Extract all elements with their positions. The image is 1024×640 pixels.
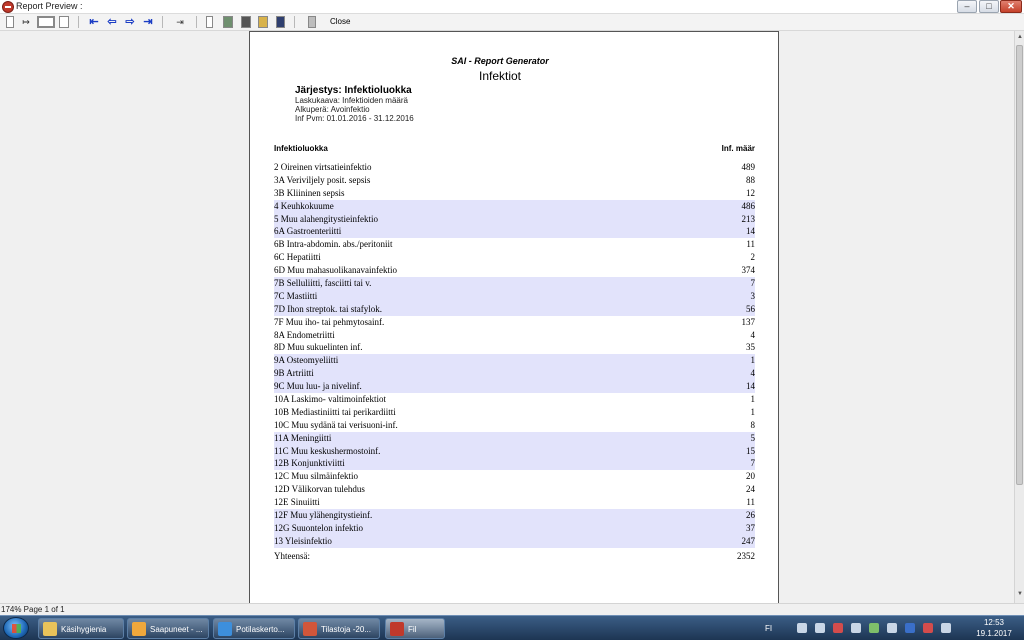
table-row	[274, 316, 755, 329]
taskbar-item-label: Saapuneet - ...	[150, 625, 203, 634]
toolbar	[0, 14, 1024, 31]
row-value: 14	[746, 226, 755, 237]
row-label: 7B Selluliitti, fasciitti tai v.	[274, 278, 372, 289]
row-label: 10C Muu sydänä tai verisuoni-inf.	[274, 419, 398, 430]
table-row	[274, 393, 755, 406]
row-value: 35	[746, 342, 755, 353]
row-label: 9B Artriitti	[274, 368, 314, 379]
row-value: 374	[741, 265, 755, 276]
row-value: 4	[750, 368, 755, 379]
row-value: 8	[750, 419, 755, 430]
clock-date: 19.1.2017	[976, 629, 1012, 638]
row-label: 10B Mediastiniitti tai perikardiitti	[274, 406, 396, 417]
table-row	[274, 496, 755, 509]
column-category-label: Infektioluokka	[274, 144, 328, 153]
row-value: 26	[746, 510, 755, 521]
print-icon[interactable]	[241, 16, 251, 28]
table-row	[274, 367, 755, 380]
report-date-range: Inf Pvm: 01.01.2016 - 31.12.2016	[295, 114, 414, 123]
row-value: 14	[746, 381, 755, 392]
table-row	[274, 535, 755, 548]
taskbar	[0, 615, 1024, 640]
total-label: Yhteensä:	[274, 551, 310, 561]
table-row	[274, 419, 755, 432]
report-page	[249, 31, 779, 603]
row-value: 1	[750, 355, 755, 366]
column-header	[274, 144, 755, 154]
taskbar-item[interactable]	[385, 618, 445, 639]
next-page-icon[interactable]: ⇨	[125, 16, 135, 28]
row-value: 56	[746, 303, 755, 314]
row-value: 88	[746, 174, 755, 185]
clock-time: 12:53	[983, 618, 1005, 627]
row-label: 3A Veriviljely posit. sepsis	[274, 174, 371, 185]
row-value: 37	[746, 522, 755, 533]
row-label: 11C Muu keskushermostoinf.	[274, 445, 381, 456]
toolbar-separator	[294, 16, 295, 28]
row-label: 12F Muu ylähengitystieinf.	[274, 510, 373, 521]
taskbar-item-label: Fil	[408, 625, 417, 634]
new-document-icon[interactable]	[206, 16, 213, 28]
table-row	[274, 457, 755, 470]
single-page-icon[interactable]	[6, 16, 14, 28]
row-value: 12	[746, 187, 755, 198]
table-row	[274, 329, 755, 342]
table-row	[274, 522, 755, 535]
language-indicator[interactable]: FI	[765, 624, 773, 633]
row-label: 12D Välikorvan tulehdus	[274, 484, 365, 495]
report-title: SAI - Report Generator	[451, 56, 549, 66]
row-value: 11	[746, 497, 755, 508]
app-icon	[2, 1, 14, 13]
row-label: 2 Oireinen virtsatieinfektio	[274, 162, 372, 172]
row-label: 3B Kliininen sepsis	[274, 187, 345, 198]
row-value: 1	[750, 406, 755, 417]
row-label: 9C Muu luu- ja nivelinf.	[274, 381, 362, 392]
table-row	[274, 509, 755, 522]
row-label: 8A Endometriitti	[274, 329, 335, 340]
row-label: 9A Osteomyeliitti	[274, 355, 339, 366]
title-bar	[0, 0, 1024, 14]
table-row	[274, 213, 755, 226]
table-row	[274, 187, 755, 200]
table-row	[274, 483, 755, 496]
row-label: 6B Intra-abdomin. abs./peritoniit	[274, 239, 393, 250]
tray-icon[interactable]	[905, 623, 915, 633]
tray-icon[interactable]	[833, 623, 843, 633]
row-value: 489	[741, 162, 755, 172]
row-value: 3	[750, 290, 755, 301]
row-value: 4	[750, 329, 755, 340]
row-label: 12C Muu silmäinfektio	[274, 471, 358, 482]
column-count-label: Inf. määr	[721, 144, 755, 153]
table-row	[274, 290, 755, 303]
report-rows	[274, 161, 755, 548]
scroll-up-icon[interactable]: ▲	[1017, 34, 1023, 40]
tray-icon[interactable]	[887, 623, 897, 633]
table-row	[274, 303, 755, 316]
table-row	[274, 238, 755, 251]
row-value: 24	[746, 484, 755, 495]
maximize-button[interactable]: □	[979, 0, 999, 13]
row-label: 12G Suuontelon infektio	[274, 522, 363, 533]
table-row	[274, 174, 755, 187]
tray-icon[interactable]	[869, 623, 879, 633]
report-origin: Alkuperä: Avoinfektio	[295, 105, 370, 114]
table-row	[274, 251, 755, 264]
table-row	[274, 200, 755, 213]
row-label: 7F Muu iho- tai pehmytosainf.	[274, 316, 385, 327]
multi-page-icon[interactable]	[59, 16, 69, 28]
report-grouping: Järjestys: Infektioluokka	[295, 85, 412, 96]
close-window-button[interactable]: ✕	[1000, 0, 1022, 13]
status-bar: 174% Page 1 of 1	[0, 604, 1024, 615]
prev-page-icon[interactable]: ⇦	[107, 16, 117, 28]
toolbar-separator	[78, 16, 79, 28]
save-icon[interactable]	[276, 16, 285, 28]
taskbar-item-label: Potilaskerto...	[236, 625, 285, 634]
report-meta	[295, 85, 414, 123]
table-row	[274, 225, 755, 238]
taskbar-item-label: Käsihygienia	[61, 625, 107, 634]
report-header	[250, 56, 750, 83]
table-row	[274, 264, 755, 277]
table-row	[274, 432, 755, 445]
row-label: 7D Ihon streptok. tai stafylok.	[274, 303, 382, 314]
taskbar-app-icon	[43, 622, 57, 636]
toolbar-separator	[196, 16, 197, 28]
total-row	[274, 550, 755, 563]
table-row	[274, 470, 755, 483]
preview-area	[0, 31, 1014, 603]
total-value: 2352	[737, 551, 755, 561]
row-value: 15	[746, 445, 755, 456]
row-value: 486	[741, 200, 755, 211]
row-value: 1	[750, 394, 755, 405]
row-label: 12B Konjunktiviitti	[274, 458, 345, 469]
report-formula: Laskukaava: Infektioiden määrä	[295, 96, 408, 105]
taskbar-app-icon	[390, 622, 404, 636]
print-setup-icon[interactable]	[223, 16, 233, 28]
window-title: Report Preview :	[16, 1, 83, 11]
taskbar-app-icon	[303, 622, 317, 636]
vertical-scrollbar[interactable]	[1014, 31, 1024, 603]
table-row	[274, 161, 755, 174]
row-value: 11	[746, 239, 755, 250]
toolbar-separator	[162, 16, 163, 28]
last-page-icon[interactable]: ⇥	[143, 16, 153, 28]
table-row	[274, 341, 755, 354]
taskbar-item[interactable]	[38, 618, 124, 639]
row-value: 137	[741, 316, 755, 327]
row-label: 6A Gastroenteriitti	[274, 226, 342, 237]
volume-icon[interactable]	[941, 623, 951, 633]
row-value: 213	[741, 213, 755, 224]
report-subtitle: Infektiot	[478, 69, 522, 83]
taskbar-item[interactable]	[298, 618, 380, 639]
row-value: 5	[750, 432, 755, 443]
minimize-button[interactable]: –	[957, 0, 977, 13]
row-label: 7C Mastiitti	[274, 290, 318, 301]
goto-page-icon[interactable]: ⇥	[176, 17, 184, 27]
scroll-thumb[interactable]	[1016, 45, 1023, 485]
start-button[interactable]	[3, 617, 29, 639]
page-width-icon[interactable]: ↦	[22, 17, 30, 27]
scroll-down-icon[interactable]: ▼	[1017, 591, 1023, 597]
tray-icon[interactable]	[851, 623, 861, 633]
row-label: 13 Yleisinfektio	[274, 535, 332, 546]
tray-icon[interactable]	[797, 623, 807, 633]
row-label: 8D Muu sukuelinten inf.	[274, 342, 363, 353]
taskbar-item[interactable]	[127, 618, 209, 639]
table-row	[274, 445, 755, 458]
row-value: 2	[750, 252, 755, 263]
tray-icon[interactable]	[815, 623, 825, 633]
taskbar-app-icon	[218, 622, 232, 636]
table-row	[274, 277, 755, 290]
row-label: 5 Muu alahengitystieinfektio	[274, 213, 378, 224]
system-tray	[765, 618, 965, 639]
taskbar-app-icon	[132, 622, 146, 636]
clock[interactable]	[968, 617, 1020, 639]
tray-icon[interactable]	[923, 623, 933, 633]
row-value: 20	[746, 471, 755, 482]
taskbar-item[interactable]	[213, 618, 295, 639]
export-icon[interactable]	[308, 16, 316, 28]
row-value: 7	[750, 278, 755, 289]
close-button[interactable]: Close	[330, 17, 351, 26]
table-row	[274, 406, 755, 419]
taskbar-item-label: Tilastoja -20...	[321, 625, 371, 634]
row-value: 7	[750, 458, 755, 469]
row-label: 10A Laskimo- valtimoinfektiot	[274, 394, 386, 405]
table-row	[274, 354, 755, 367]
row-label: 6D Muu mahasuolikanavainfektio	[274, 265, 397, 276]
row-label: 12E Sinuiitti	[274, 497, 320, 508]
row-label: 4 Keuhkokuume	[274, 200, 334, 211]
table-row	[274, 380, 755, 393]
row-value: 247	[741, 535, 755, 546]
open-folder-icon[interactable]	[258, 16, 268, 28]
first-page-icon[interactable]: ⇤	[89, 16, 99, 28]
two-pages-icon[interactable]	[37, 16, 55, 28]
row-label: 11A Meningiitti	[274, 432, 332, 443]
row-label: 6C Hepatiitti	[274, 252, 321, 263]
